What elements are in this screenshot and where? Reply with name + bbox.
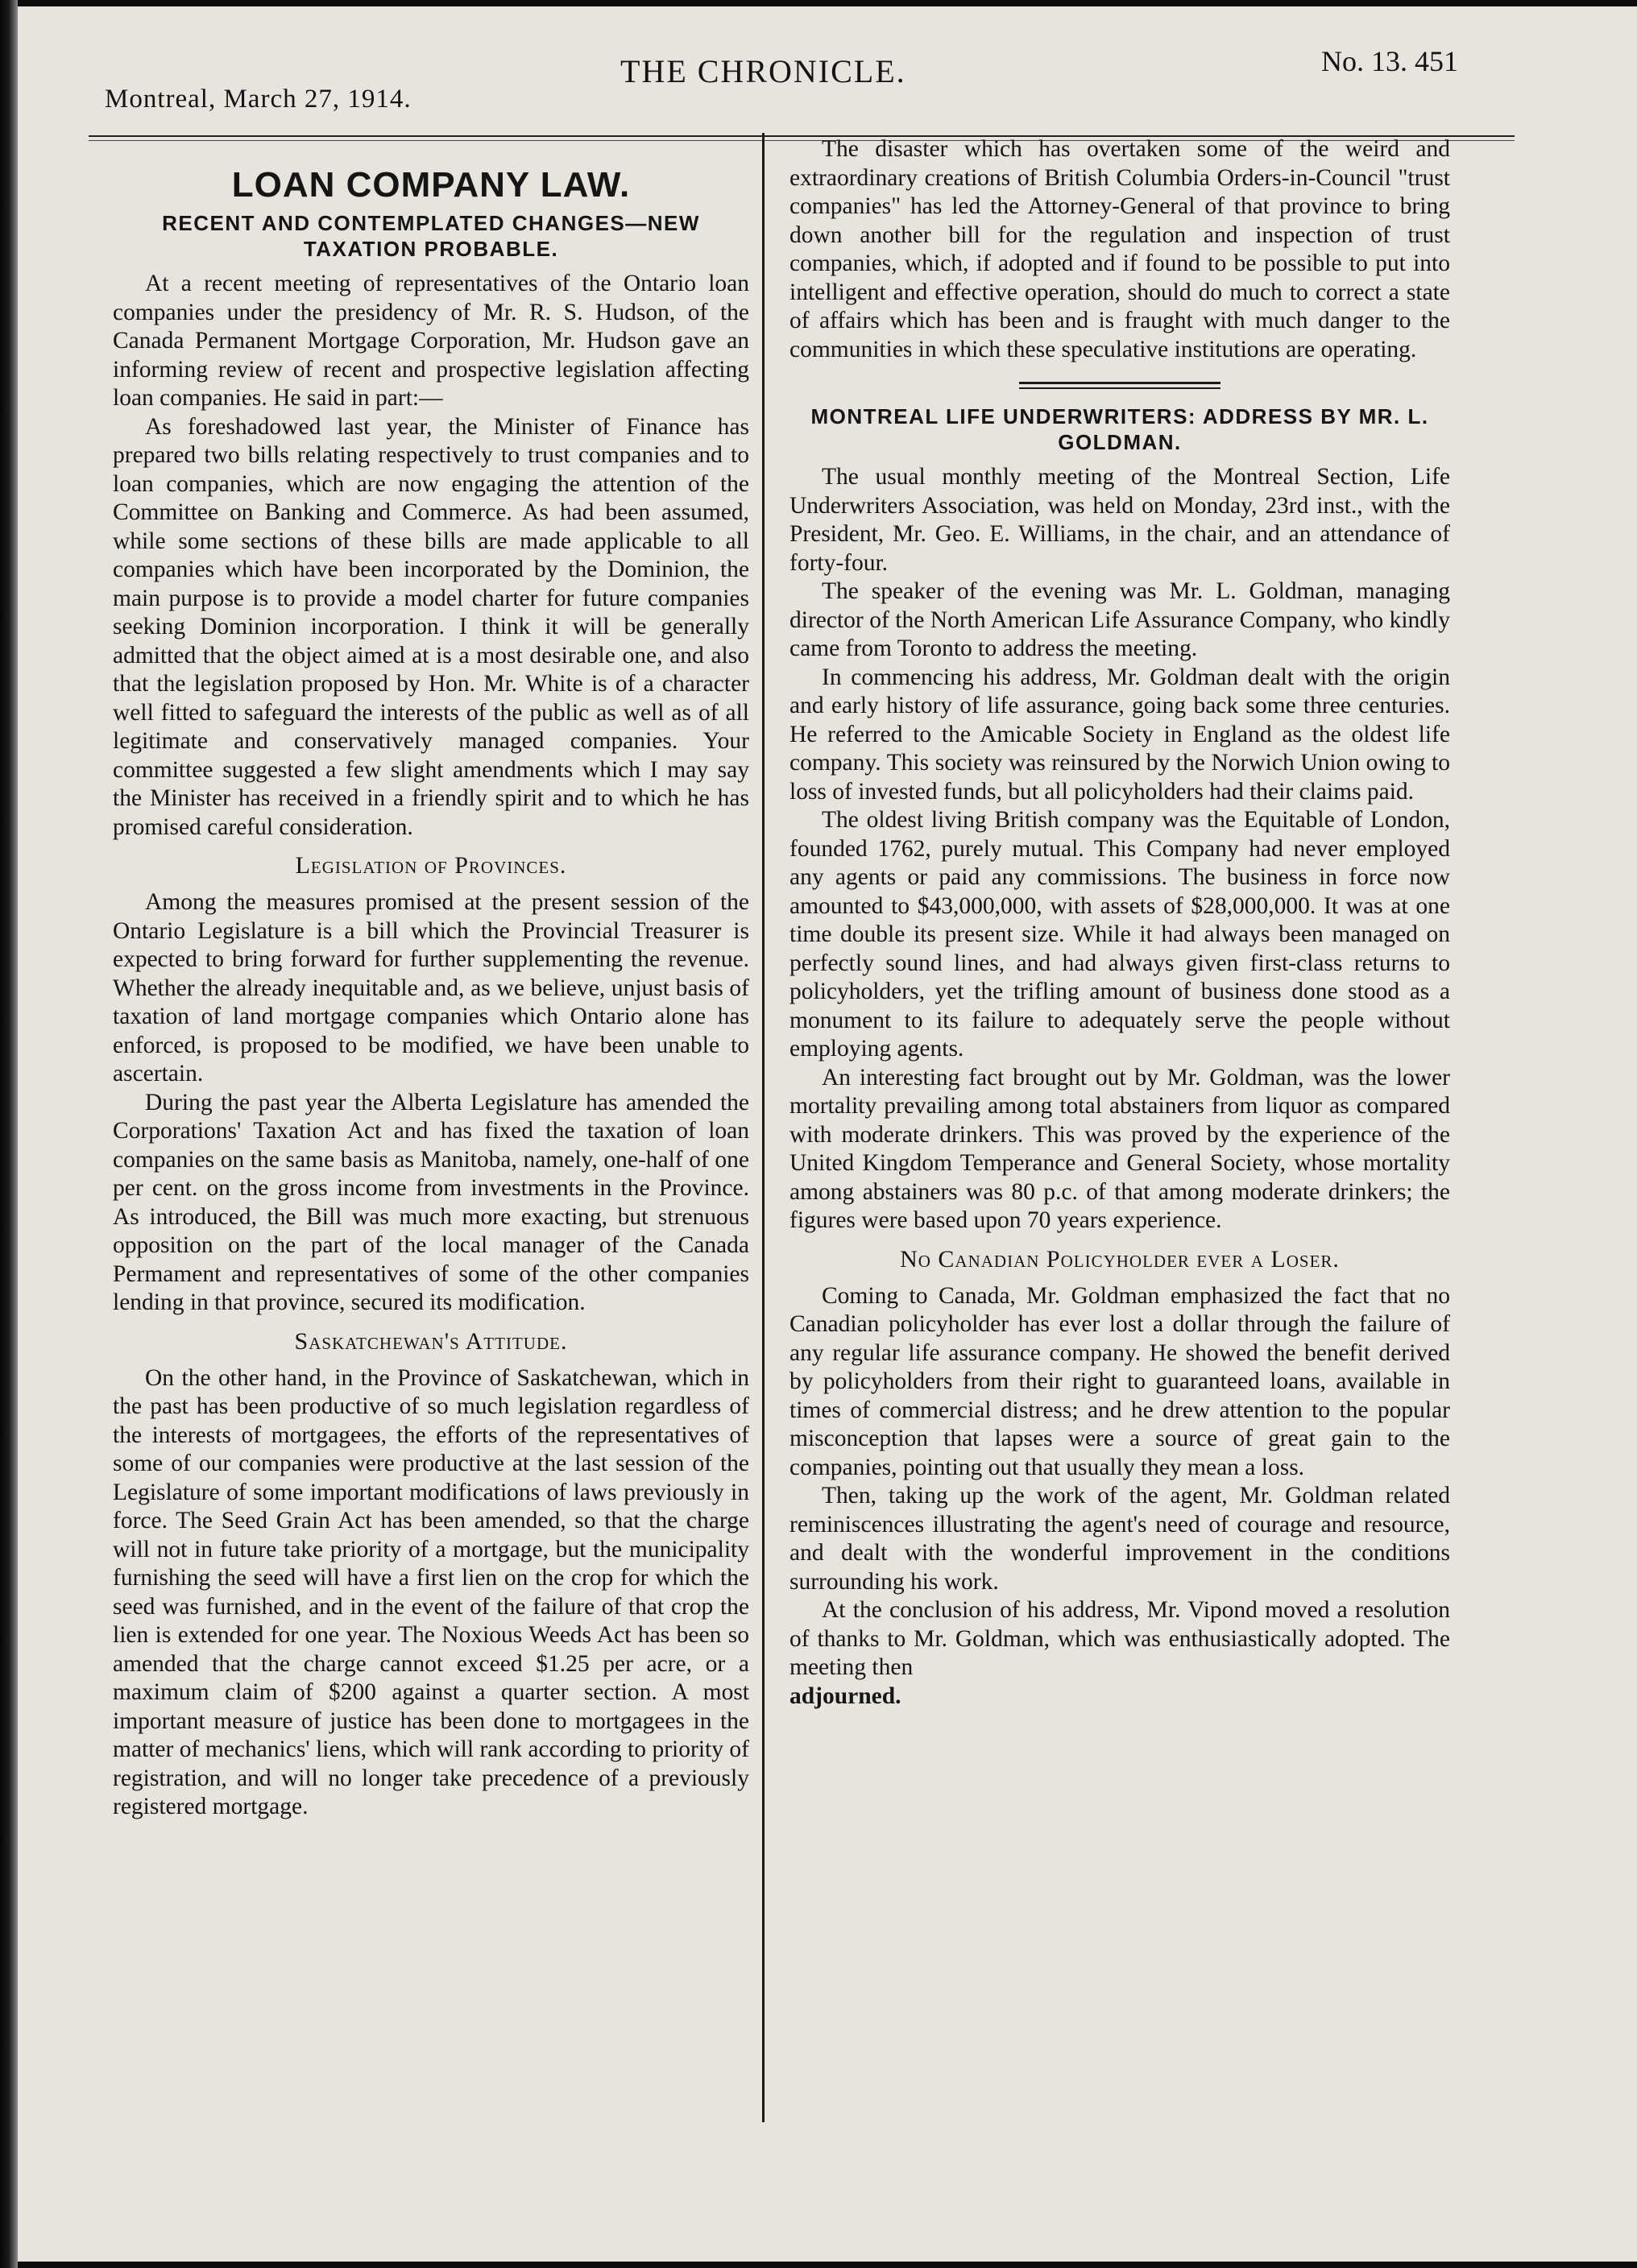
paragraph: At the conclusion of his address, Mr. Vipond moved a resolution of thanks to Mr. Goldman, which was enthusiastically adopted. The meeting then (789, 1597, 1450, 1680)
paragraph: Coming to Canada, Mr. Goldman emphasized the fact that no Canadian policyholder has ever lost a dollar through the failure of any regular life assurance company. He showed the benefit derived by policyholders from their right to guaranteed loans, available in times of commercial distress; and he drew attention to the popular misconception that lapses were a source of great gain to the companies, pointing out that usually they mean a loss. (789, 1282, 1450, 1480)
left-column (113, 165, 749, 1822)
header-issue-page: No. 13. 451 (1321, 45, 1458, 77)
paragraph: The oldest living British company was the Equitable of London, founded 1762, purely mutual. This Company had never employed any agents or paid any commissions. The business in force now amounted to $43,000,000, with assets of $28,000,000. It was at one time double its present size. While it had always been managed on perfectly sound lines, and had always given first-class returns to policyholders, yet the trifling amount of business done stood as a monument to its failure to adequately serve the people without employing agents. (789, 807, 1450, 1062)
paragraph: Then, taking up the work of the agent, Mr. Goldman related reminiscences illustrating the agent's need of courage and resource, and dealt with the wonderful improvement in the conditions surrounding his work. (789, 1483, 1450, 1595)
header-publication: THE CHRONICLE. (620, 53, 906, 89)
paragraph: At a recent meeting of representatives of the Ontario loan companies under the presidency of Mr. R. S. Hudson, of the Canada Permanent Mortgage Corporation, Mr. Hudson gave an informing review of recent and prospective legislation affecting loan companies. He said in part:— (113, 271, 749, 411)
paragraph: The speaker of the evening was Mr. L. Goldman, managing director of the North American Life Assurance Company, who kindly came from Toronto to address the meeting. (789, 578, 1450, 661)
paragraph: As foreshadowed last year, the Minister of Finance has prepared two bills relating respectively to trust companies and to loan companies, which are now engaging the attention of the Committee on Banking and Commerce. As had been assumed, while some sections of these bills are made applicable to all companies which have been incorporated by the Dominion, the main purpose is to provide a model charter for future companies seeking Dominion incorporation. I think it will be generally admitted that the object aimed at is a most desirable one, and also that the legislation proposed by Hon. Mr. White is of a character well fitted to safeguard the interests of the public as well as of all legitimate and conservatively managed companies. Your committee suggested a few slight amendments which I may say the Minister has received in a friendly spirit and to which he has promised careful consideration. (113, 413, 749, 840)
page-header (89, 44, 1515, 133)
article-subtitle: RECENT AND CONTEMPLATED CHANGES—NEW TAXATION PROBABLE. (162, 211, 700, 261)
header-date: Montreal, March 27, 1914. (105, 85, 412, 114)
article-title-loan-company-law: LOAN COMPANY LAW. (231, 165, 631, 205)
right-column (789, 135, 1450, 1711)
book-binding-edge (0, 0, 18, 2268)
paragraph: In commencing his address, Mr. Goldman dealt with the origin and early history of life assurance, going back some three centuries. He referred to the Amicable Society in England as the oldest life company. This society was reinsured by the Norwich Union owing to loss of invested funds, but all policyholders had their claims paid. (789, 664, 1450, 805)
section-heading-saskatchewan: Saskatchewan's Attitude. (294, 1327, 568, 1355)
paragraph: During the past year the Alberta Legislature has amended the Corporations' Taxation Act and has fixed the taxation of loan companies on the same basis as Manitoba, namely, one-half of one per cent. on the gross income from investments in the Province. As introduced, the Bill was much more exacting, but strenuous opposition on the part of the local manager of the Canada Permament and representatives of some of the other companies lending in that province, secured its modification. (113, 1089, 749, 1315)
section-heading-no-canadian-policyholder: No Canadian Policyholder ever a Loser. (900, 1245, 1340, 1273)
article-divider (1019, 382, 1220, 389)
paragraph: The usual monthly meeting of the Montreal Section, Life Underwriters Association, was held on Monday, 23rd inst., with the President, Mr. Geo. E. Williams, in the chair, and an attendance of forty-four. (789, 464, 1450, 576)
paragraph: An interesting fact brought out by Mr. Goldman, was the lower mortality prevailing among total abstainers from liquor as compared with moderate drinkers. This was proved by the experience of the United Kingdom Temperance and General Society, whose mortality among abstainers was 80 p.c. of that among moderate drinkers; the figures were based upon 70 years experience. (789, 1064, 1450, 1233)
paragraph: Among the measures promised at the present session of the Ontario Legislature is a bill which the Provincial Treasurer is expected to bring forward for further supplementing the revenue. Whether the already inequitable and, as we believe, unjust basis of taxation of land mortgage companies which Ontario alone has enforced, is proposed to be modified, we have been unable to ascertain. (113, 889, 749, 1086)
article-title-life-underwriters: MONTREAL LIFE UNDERWRITERS: ADDRESS BY MR. L. GOLDMAN. (810, 404, 1429, 454)
paragraph: The disaster which has overtaken some of the weird and extraordinary creations of British Columbia Orders-in-Council "trust companies" has led the Attorney-General of that province to bring down another bill for the regulation and inspection of trust companies, which, if adopted and if found to be possible to put into intelligent and effective operation, should do much to correct a state of affairs which has been and is fraught with much danger to the communities in which these speculative institutions are operating. (789, 136, 1450, 362)
section-heading-legislation-of-provinces: Legislation of Provinces. (295, 852, 567, 879)
closing-word: adjourned. (789, 1682, 901, 1709)
paragraph: On the other hand, in the Province of Saskatchewan, which in the past has been productive of so much legislation regardless of the interests of mortgagees, the efforts of the representatives of some of our companies were productive at the last session of the Legislature of some important modifications of laws previously in force. The Seed Grain Act has been amended, so that the charge will not in future take priority of a mortgage, but the municipality furnishing the seed will have a first lien on the crop for which the seed was furnished, and in the event of the failure of that crop the lien is extended for one year. The Noxious Weeds Act has been so amended that the charge cannot exceed $1.25 per acre, or a maximum claim of $200 against a quarter section. A most important measure of justice has been done to mortgagees in the matter of mechanics' liens, which will rank according to priority of registration, and will no longer take precedence of a previously registered mortgage. (113, 1364, 749, 1819)
column-divider (762, 133, 765, 2122)
